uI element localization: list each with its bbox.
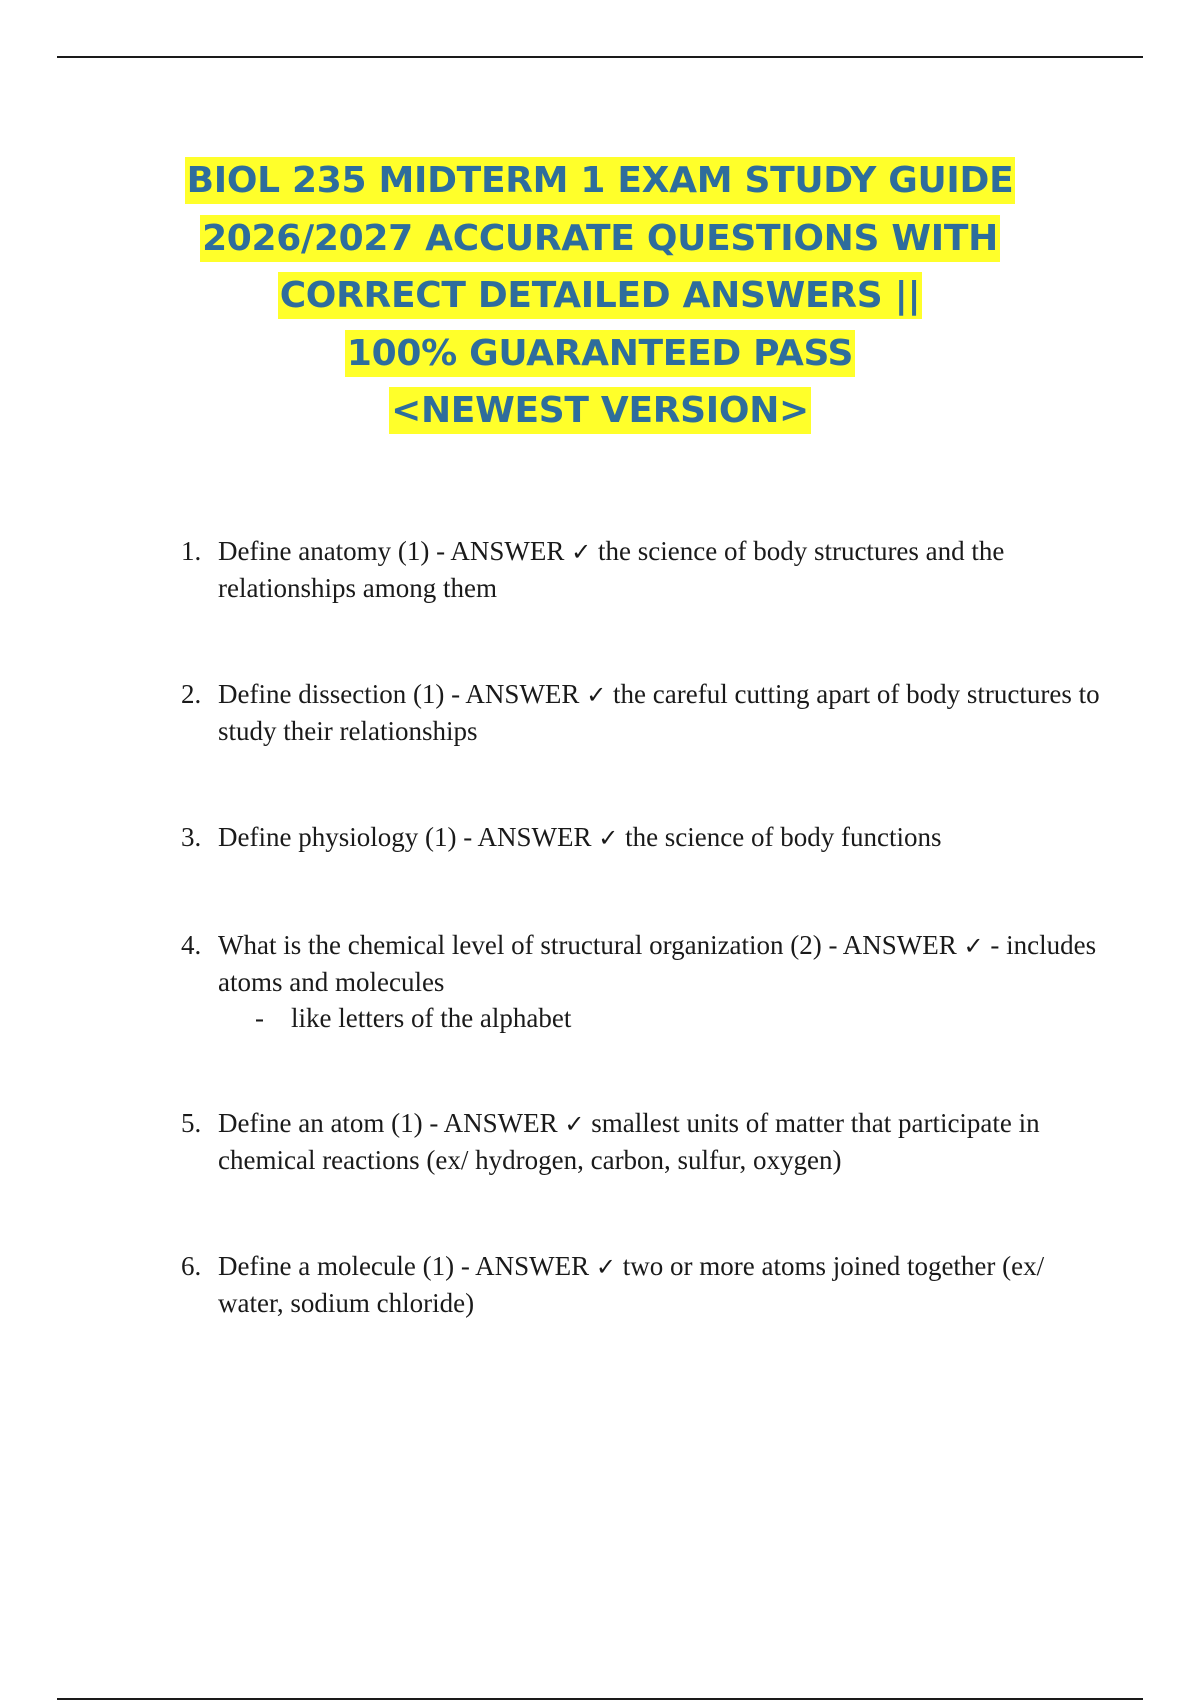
top-rule [57,56,1143,58]
check-icon: ✓ [963,932,984,960]
answer-text: the careful cutting apart of body structures to study their relationships [218,679,1100,746]
sub-item [218,1000,1103,1036]
sub-item-text: like letters of the alphabet [291,1003,572,1033]
answer-text: smallest units of matter that participate in chemical reactions (ex/ hydrogen, carbon, sulfur, oxygen) [218,1108,1040,1175]
question-text: Define dissection (1) - ANSWER [218,679,580,709]
question-number: 1. [181,536,202,566]
check-icon: ✓ [564,1110,585,1138]
answer-text: two or more atoms joined together (ex/ water, sodium chloride) [218,1251,1045,1318]
question-number: 2. [181,679,202,709]
title-line-1: BIOL 235 MIDTERM 1 EXAM STUDY GUIDE [185,157,1016,204]
dash-bullet-icon: - [255,1003,264,1033]
check-icon: ✓ [571,538,592,566]
title-line-3: CORRECT DETAILED ANSWERS || [278,272,923,319]
title-line-4: 100% GUARANTEED PASS [345,330,855,377]
question-number: 6. [181,1251,202,1281]
question-number: 4. [181,930,202,960]
check-icon: ✓ [595,1253,616,1281]
answer-text: the science of body functions [625,822,942,852]
answer-text: - includes atoms and molecules [218,930,1097,997]
question-number: 5. [181,1108,202,1138]
question-text: What is the chemical level of structural organization (2) - ANSWER [218,930,957,960]
question-text: Define a molecule (1) - ANSWER [218,1251,590,1281]
question-number: 3. [181,822,202,852]
check-icon: ✓ [586,681,607,709]
title-line-2: 2026/2027 ACCURATE QUESTIONS WITH [200,215,1000,262]
question-text: Define physiology (1) - ANSWER [218,822,592,852]
question-text: Define anatomy (1) - ANSWER [218,536,565,566]
check-icon: ✓ [598,824,619,852]
answer-text: the science of body structures and the relationships among them [218,536,1005,603]
title-line-5: <NEWEST VERSION> [389,387,811,434]
document-title [0,152,1200,440]
question-text: Define an atom (1) - ANSWER [218,1108,558,1138]
